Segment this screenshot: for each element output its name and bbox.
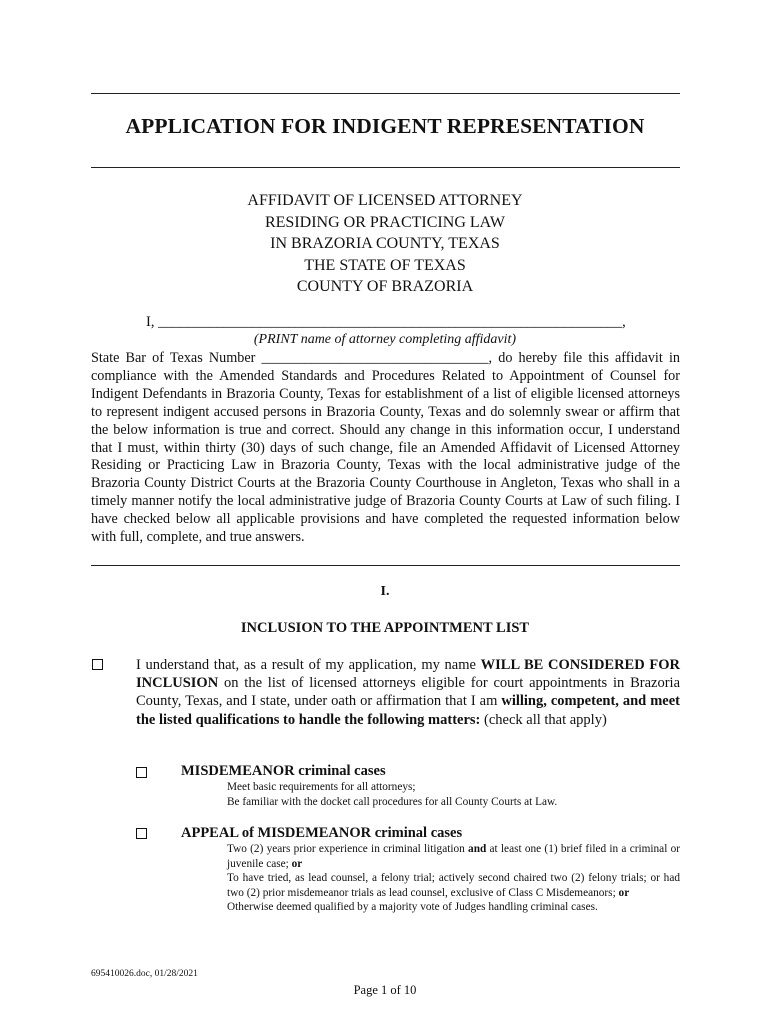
affidavit-heading-line: IN BRAZORIA COUNTY, TEXAS xyxy=(270,235,500,252)
title-rule xyxy=(91,167,680,168)
page-number: Page 1 of 10 xyxy=(353,983,417,997)
inclusion-text: (check all that apply) xyxy=(480,711,607,728)
appeal-heading: APPEAL of MISDEMEANOR criminal cases xyxy=(181,825,463,841)
requirement-line: Be familiar with the docket call procedures for all County Courts at Law. xyxy=(227,795,558,808)
requirement-text: Two (2) years prior experience in criminal litigation xyxy=(227,843,469,855)
requirement-emphasis: and xyxy=(468,843,487,855)
misdemeanor-checkbox[interactable] xyxy=(136,767,147,778)
footer-file-reference: 695410026.doc, 01/28/2021 xyxy=(91,969,198,979)
section-rule xyxy=(91,565,680,566)
print-name-caption: (PRINT name of attorney completing affidavit) xyxy=(253,332,517,347)
inclusion-text: I understand that, as a result of my application, my name xyxy=(136,657,481,673)
requirement-line xyxy=(227,871,680,900)
attorney-name-line[interactable]: I, ________________________________________________________________, xyxy=(146,314,626,330)
requirement-line: Meet basic requirements for all attorneys; xyxy=(227,781,416,793)
misdemeanor-requirements xyxy=(227,780,680,809)
appeal-requirements xyxy=(227,842,680,915)
inclusion-statement xyxy=(136,656,680,729)
affidavit-heading-line: AFFIDAVIT OF LICENSED ATTORNEY xyxy=(247,192,523,209)
requirement-emphasis: or xyxy=(291,857,303,870)
misdemeanor-heading: MISDEMEANOR criminal cases xyxy=(181,763,386,779)
requirement-text: at least one (1) brief filed in a criminal or juvenile case; xyxy=(227,843,680,870)
inclusion-checkbox[interactable] xyxy=(92,659,103,670)
requirement-line: Otherwise deemed qualified by a majority vote of Judges handling criminal cases. xyxy=(227,901,598,913)
inclusion-emphasis: WILL BE CONSIDERED FOR INCLUSION xyxy=(136,657,680,692)
affidavit-body: State Bar of Texas Number ________________________________, do hereby file this affidavit in compliance with the Amended Standards and Procedures Related to Appointment of Counsel for Indigent Defendants in Brazoria County, Texas for establishment of a list of eligible licensed attorneys to represent indigent accused persons in Brazoria County, Texas and do solemnly swear or affirm that the below information is true and correct. Should any change in this information occur, I understand that I must, within thirty (30) days of such change, file an Amended Affidavit of Licensed Attorney Residing or Practicing Law in Brazoria County, Texas with the local administrative judge of the Brazoria County District Courts at the Brazoria County Courthouse in Angleton, Texas who shall in a timely manner notify the local administrative judge of Brazoria County Courts at Law of such filing. I have checked below all applicable provisions and have completed the requested information below with full, complete, and true answers. xyxy=(91,350,680,546)
section-title: INCLUSION TO THE APPOINTMENT LIST xyxy=(240,620,530,636)
appeal-checkbox[interactable] xyxy=(136,828,147,839)
requirement-line xyxy=(227,842,680,871)
top-rule xyxy=(91,93,680,94)
affidavit-heading-line: COUNTY OF BRAZORIA xyxy=(296,278,474,295)
requirement-text: To have tried, as lead counsel, a felony trial; actively second chaired two (2) felony trials; or had two (2) prior misdemeanor trials as lead counsel, exclusive of Class C Misdemeanors; xyxy=(227,872,680,899)
requirement-emphasis: or xyxy=(618,886,630,899)
affidavit-heading-line: THE STATE OF TEXAS xyxy=(304,256,466,274)
document-title: APPLICATION FOR INDIGENT REPRESENTATION xyxy=(125,114,645,138)
inclusion-emphasis: willing, competent, and meet the listed qualifications to handle the following matters: xyxy=(136,693,681,728)
affidavit-heading xyxy=(0,190,770,298)
inclusion-text: on the list of licensed attorneys eligible for court appointments in Brazoria County, Texas, and I state, under oath or affirmation that I am xyxy=(136,675,680,710)
affidavit-heading-line: RESIDING OR PRACTICING LAW xyxy=(264,213,506,231)
section-number: I. xyxy=(380,584,390,599)
